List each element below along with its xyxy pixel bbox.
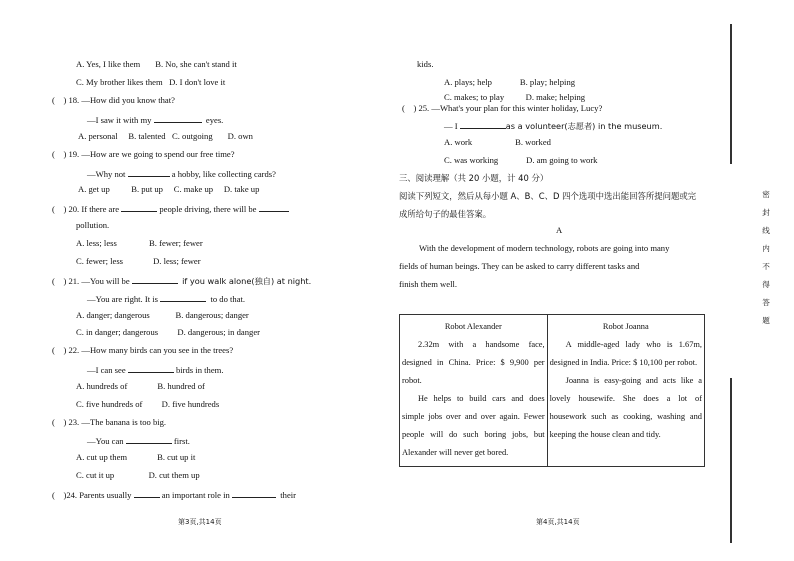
robot-alexander-cell <box>400 315 548 467</box>
seal-char: 线 <box>762 226 770 235</box>
robot-alexander-title: Robot Alexander <box>444 322 502 331</box>
q18-blank <box>154 113 202 123</box>
robot-joanna-job: Joanna is easy-going and acts like a lovely housewife. She does a lot of housework such as cooking, washing and keeping the house clean and tidy. <box>549 376 702 439</box>
q25-options-ab: A. work B. worked <box>444 137 551 147</box>
q17-options-ab: A. Yes, I like them B. No, she can't stand it <box>76 59 237 69</box>
q21-blank2 <box>160 292 206 302</box>
q25-line2-text: — I <box>444 121 458 131</box>
q23-line2-end: first. <box>173 436 190 446</box>
q24-stem <box>52 488 296 501</box>
q25-line2 <box>444 119 662 132</box>
q24-text-c: their <box>280 490 297 500</box>
q19-line2-text: —Why not <box>87 169 126 179</box>
q20-stem <box>52 202 289 215</box>
seal-char: 得 <box>762 280 770 289</box>
q23-options-cd: C. cut it up D. cut them up <box>76 470 200 480</box>
q21-text-b: if you walk alone(独自) at night. <box>182 276 312 286</box>
q20-blank2 <box>259 202 289 212</box>
q22-line2 <box>87 363 223 376</box>
robot-comparison-table <box>399 314 705 467</box>
q18-line2-text: —I saw it with my <box>87 115 152 125</box>
q23-stem: ( ) 23. —The banana is too big. <box>52 417 167 427</box>
q24-options-ab: A. plays; help B. play; helping <box>444 77 576 87</box>
seal-char: 封 <box>762 208 770 217</box>
passage-line1: With the development of modern technology, robots are going into many <box>419 243 670 253</box>
q23-options-ab: A. cut up them B. cut up it <box>76 452 196 462</box>
q22-options-ab: A. hundreds of B. hundred of <box>76 381 205 391</box>
binding-line-top <box>730 24 732 164</box>
instruction-line2: 成所给句子的最佳答案。 <box>399 209 492 219</box>
seal-char: 密 <box>762 190 770 199</box>
q21-line2-text: —You are right. It is <box>87 294 158 304</box>
q21-line2 <box>87 292 245 305</box>
q23-blank <box>126 434 172 444</box>
robot-joanna-title: Robot Joanna <box>602 322 649 331</box>
q22-line2-text: —I can see <box>87 365 126 375</box>
seal-char: 答 <box>762 298 770 307</box>
seal-char: 内 <box>762 244 770 253</box>
q22-line2-end: birds in them. <box>175 365 224 375</box>
q24-text-b: an important role in <box>161 490 230 500</box>
passage-line3: finish them well. <box>399 279 457 289</box>
section-title: 三、阅读理解（共 20 小题，计 40 分） <box>399 173 549 183</box>
table-row <box>400 315 705 467</box>
q24-text-a: ( )24. Parents usually <box>52 490 132 500</box>
q18-stem: ( ) 18. —How did you know that? <box>52 95 175 105</box>
q18-options: A. personal B. talented C. outgoing D. own <box>78 131 253 141</box>
q21-blank1 <box>132 274 178 284</box>
q25-stem: ( ) 25. —What's your plan for this winter holiday, Lucy? <box>402 103 603 113</box>
q18-line2-end: eyes. <box>205 115 224 125</box>
q25-options-cd: C. was working D. am going to work <box>444 155 598 165</box>
q25-line2-end: as a volunteer(志愿者) in the museum. <box>505 121 663 131</box>
q19-stem: ( ) 19. —How are we going to spend our free time? <box>52 149 235 159</box>
q24-blank1 <box>134 488 160 498</box>
passage-label: A <box>556 225 563 235</box>
q24-blank2 <box>232 488 276 498</box>
q20-text-a: ( ) 20. If there are <box>52 204 120 214</box>
robot-alexander-job: He helps to build cars and does simple jobs over and over again. Fewer people will do such boring jobs, but Alexander will never get bored. <box>402 394 545 457</box>
q22-options-cd: C. five hundreds of D. five hundreds <box>76 399 220 409</box>
q25-blank <box>460 119 506 129</box>
q18-line2 <box>87 113 223 126</box>
q19-options: A. get up B. put up C. make up D. take up <box>78 184 260 194</box>
q22-blank <box>128 363 174 373</box>
q21-options-cd: C. in danger; dangerous D. dangerous; in danger <box>76 327 261 337</box>
q21-line2-end: to do that. <box>210 294 246 304</box>
robot-joanna-desc: A middle-aged lady who is 1.67m, designed in India. Price: $ 10,100 per robot. <box>549 340 702 367</box>
q21-options-ab: A. danger; dangerous B. dangerous; danger <box>76 310 249 320</box>
q23-line2 <box>87 434 190 447</box>
q19-line2-end: a hobby, like collecting cards? <box>171 169 276 179</box>
q21-text-a: ( ) 21. —You will be <box>52 276 130 286</box>
q21-stem <box>52 274 311 287</box>
q19-line2 <box>87 167 276 180</box>
page-footer-right: 第4页,共14页 <box>536 518 580 526</box>
robot-joanna-cell <box>547 315 704 467</box>
seal-notice <box>760 186 772 330</box>
q20-blank1 <box>121 202 157 212</box>
q19-blank <box>128 167 170 177</box>
q24-continuation: kids. <box>417 59 434 69</box>
q20-options-ab: A. less; less B. fewer; fewer <box>76 238 203 248</box>
seal-char: 题 <box>762 316 770 325</box>
q20-text-b: people driving, there will be <box>159 204 257 214</box>
q17-options-cd: C. My brother likes them D. I don't love it <box>76 77 226 87</box>
q22-stem: ( ) 22. —How many birds can you see in the trees? <box>52 345 234 355</box>
page-footer-left: 第3页,共14页 <box>178 518 222 526</box>
q24-options-cd: C. makes; to play D. make; helping <box>444 92 586 102</box>
seal-char: 不 <box>762 262 770 271</box>
q20-options-cd: C. fewer; less D. less; fewer <box>76 256 201 266</box>
q23-line2-text: —You can <box>87 436 124 446</box>
passage-line2: fields of human beings. They can be asked to carry different tasks and <box>399 261 640 271</box>
robot-alexander-desc: 2.32m with a handsome face, designed in China. Price: $ 9,900 per robot. <box>402 340 545 385</box>
q20-line2: pollution. <box>76 220 110 230</box>
instruction-line1: 阅读下列短文，然后从每小题 A、B、C、D 四个选项中选出能回答所提问题或完 <box>399 191 697 201</box>
binding-line-bottom <box>730 378 732 543</box>
